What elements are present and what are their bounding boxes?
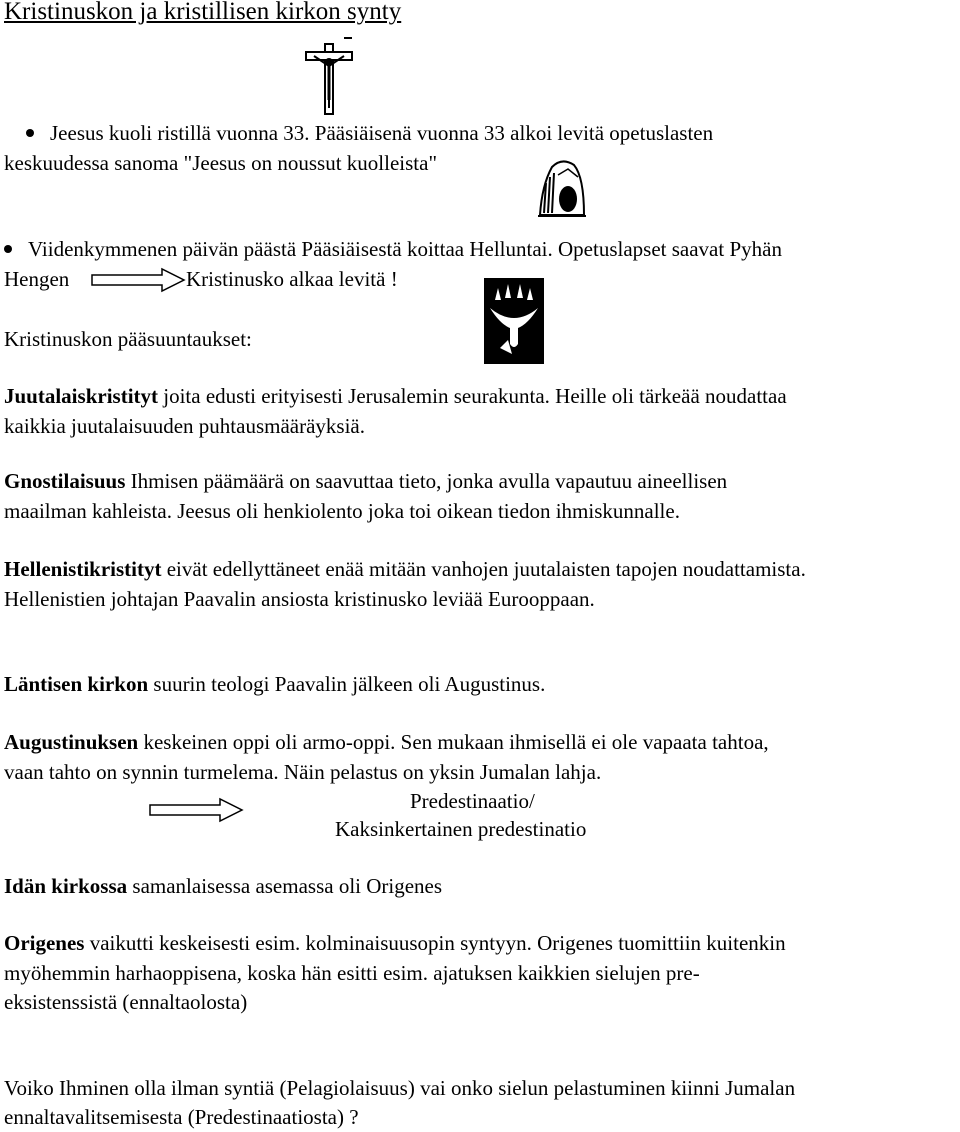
bullet-dot	[26, 129, 34, 137]
paragraph-line: Hellenistien johtajan Paavalin ansiosta kristinusko leviää Eurooppaan.	[4, 587, 595, 611]
term-text: joita edusti erityisesti Jerusalemin seurakunta. Heille oli tärkeää noudattaa	[158, 384, 787, 408]
paragraph-origenes	[4, 928, 786, 958]
directions-heading: Kristinuskon pääsuuntaukset:	[4, 327, 252, 351]
bullet-spread: Kristinusko alkaa levitä !	[186, 267, 398, 291]
term-bold: Gnostilaisuus	[4, 469, 126, 493]
right-arrow-icon	[148, 798, 244, 822]
bullet-item	[26, 118, 713, 148]
term-bold: Idän kirkossa	[4, 874, 128, 898]
question-text: Voiko Ihminen olla ilman syntiä (Pelagiolaisuus) vai onko sielun pelastuminen kiinni Jumalan	[4, 1076, 796, 1100]
term-text: vaikutti keskeisesti esim. kolminaisuusopin syntyyn. Origenes tuomittiin kuitenkin	[84, 931, 786, 955]
paragraph-line: vaan tahto on synnin turmelema. Näin pelastus on yksin Jumalan lahja.	[4, 760, 602, 784]
question-text-continued: ennaltavalitsemisesta (Predestinaatiosta) ?	[4, 1105, 359, 1129]
paragraph-idan-kirkko	[4, 871, 442, 901]
term-bold: Läntisen kirkon	[4, 672, 149, 696]
page-title: Kristinuskon ja kristillisen kirkon synty	[4, 0, 402, 25]
term-bold: Hellenistikristityt	[4, 557, 162, 581]
bullet-hengen: Hengen	[4, 267, 70, 291]
bullet-dot	[4, 245, 12, 253]
term-text: keskeinen oppi oli armo-oppi. Sen mukaan ihmisellä ei ole vapaata tahtoa,	[138, 730, 769, 754]
empty-tomb-icon	[538, 155, 586, 217]
term-text: samanlaisessa asemassa oli Origenes	[127, 874, 443, 898]
paragraph-line: kaikkia juutalaisuuden puhtausmääräyksiä.	[4, 414, 365, 438]
term-text: Ihmisen päämäärä on saavuttaa tieto, jonka avulla vapautuu aineellisen	[125, 469, 728, 493]
paragraph-line: maailman kahleista. Jeesus oli henkiolento joka toi oikean tiedon ihmiskunnalle.	[4, 499, 680, 523]
double-predestination-label: Kaksinkertainen predestinatio	[335, 817, 587, 841]
term-bold: Origenes	[4, 931, 85, 955]
term-text: suurin teologi Paavalin jälkeen oli Augustinus.	[148, 672, 546, 696]
term-bold: Juutalaiskristityt	[4, 384, 159, 408]
predestination-label: Predestinaatio/	[410, 789, 535, 813]
bullet-text-continued: keskuudessa sanoma "Jeesus on noussut kuolleista"	[4, 151, 438, 175]
right-arrow-icon	[90, 268, 186, 292]
bullet-item	[4, 234, 782, 264]
paragraph-lantinen-kirkko	[4, 669, 545, 699]
holy-spirit-dove-icon	[484, 278, 544, 364]
bullet-text: Viidenkymmenen päivän päästä Pääsiäisestä koittaa Helluntai. Opetuslapset saavat Pyhän	[28, 237, 782, 261]
bullet-text: Jeesus kuoli ristillä vuonna 33. Pääsiäisenä vuonna 33 alkoi levitä opetuslasten	[50, 121, 714, 145]
paragraph-gnostilaisuus	[4, 466, 727, 496]
paragraph-hellenistikristityt	[4, 554, 806, 584]
paragraph-line: eksistenssistä (ennaltaolosta)	[4, 990, 248, 1014]
crucifix-icon	[302, 38, 358, 116]
paragraph-juutalaiskristityt	[4, 381, 787, 411]
paragraph-augustinus	[4, 727, 769, 757]
paragraph-line: myöhemmin harhaoppisena, koska hän esitti esim. ajatuksen kaikkien sielujen pre-	[4, 961, 700, 985]
term-text: eivät edellyttäneet enää mitään vanhojen juutalaisten tapojen noudattamista.	[161, 557, 806, 581]
term-bold: Augustinuksen	[4, 730, 139, 754]
